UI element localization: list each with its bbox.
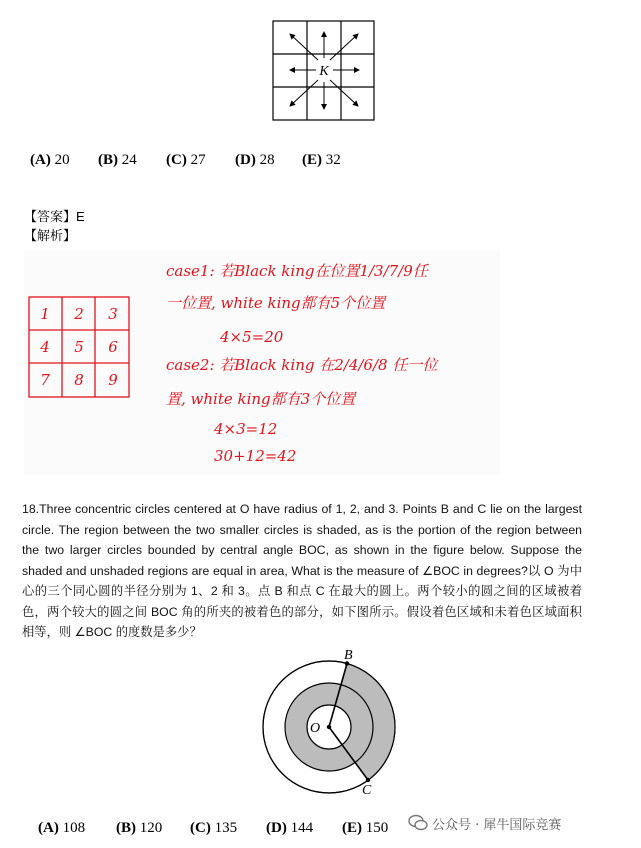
handwritten-grid [28, 296, 132, 400]
hw-num-1: 1 [40, 305, 50, 323]
choice-18-b: (B) 120 [116, 820, 163, 836]
choice-17-a: (A) 20 [30, 152, 70, 168]
hw-num-7: 7 [40, 371, 50, 389]
choice-17-d: (D) 28 [235, 152, 275, 168]
choice-17-e: (E) 32 [302, 152, 341, 168]
label-o: O [310, 721, 321, 736]
answer-label: 【答案】E [24, 209, 85, 224]
hw-line-5: 置, white king都有3个位置 [166, 390, 356, 408]
choices-18 [38, 820, 418, 840]
hw-line-6: 4×3=12 [214, 420, 278, 438]
handwritten-solution [24, 250, 500, 475]
problem-18-text: 18.Three concentric circles centered at O have radius of 1, 2, and 3. Points B and C lie on the largest circle. The region between the two smaller circles is shaded, as is the portion of the region between the two larger circles bounded by central angle BOC, as shown in the figure below. Suppose the shaded and unshaded regions are equal in area, What is the measure of ∠BOC in degrees?以 O 为中心的三个同心圆的半径分别为 1、2 和 3。点 B 和点 C 在最大的圆上。两个较小的圆之间的区域被着色，两个较大的圆之间 BOC 角的所夹的被着色的部分，如下图所示。假设着色区域和未着色区域面积相等，则 ∠BOC 的度数是多少？ [22, 502, 582, 639]
hw-num-2: 2 [74, 305, 84, 323]
wechat-icon [408, 814, 428, 832]
king-grid-figure [272, 20, 376, 122]
hw-num-5: 5 [74, 338, 84, 356]
wechat-watermark [408, 812, 632, 834]
watermark-text: 公众号 · 犀牛国际竞赛 [432, 818, 562, 833]
hw-num-8: 8 [74, 371, 84, 389]
choice-18-e: (E) 150 [342, 820, 389, 836]
choice-18-a: (A) 108 [38, 820, 86, 836]
label-b: B [344, 648, 353, 663]
hw-line-3: 4×5=20 [220, 328, 284, 346]
hw-num-3: 3 [108, 305, 118, 323]
hw-num-9: 9 [108, 371, 118, 389]
choice-17-b: (B) 24 [98, 152, 137, 168]
choices-17 [30, 152, 430, 172]
choice-18-d: (D) 144 [266, 820, 314, 836]
label-c: C [362, 783, 372, 796]
king-label: K [319, 64, 329, 79]
concentric-circles-figure [254, 646, 404, 796]
hw-line-7: 30+12=42 [214, 447, 297, 465]
hw-line-4: case2: 若Black king 在2/4/6/8 任一位 [166, 356, 438, 374]
choice-18-c: (C) 135 [190, 820, 238, 836]
hw-num-6: 6 [108, 338, 118, 356]
analysis-label: 【解析】 [24, 228, 77, 243]
hw-num-4: 4 [40, 338, 50, 356]
hw-line-2: 一位置, white king都有5个位置 [166, 294, 386, 312]
choice-17-c: (C) 27 [166, 152, 206, 168]
hw-line-1: case1: 若Black king在位置1/3/7/9任 [166, 262, 428, 280]
